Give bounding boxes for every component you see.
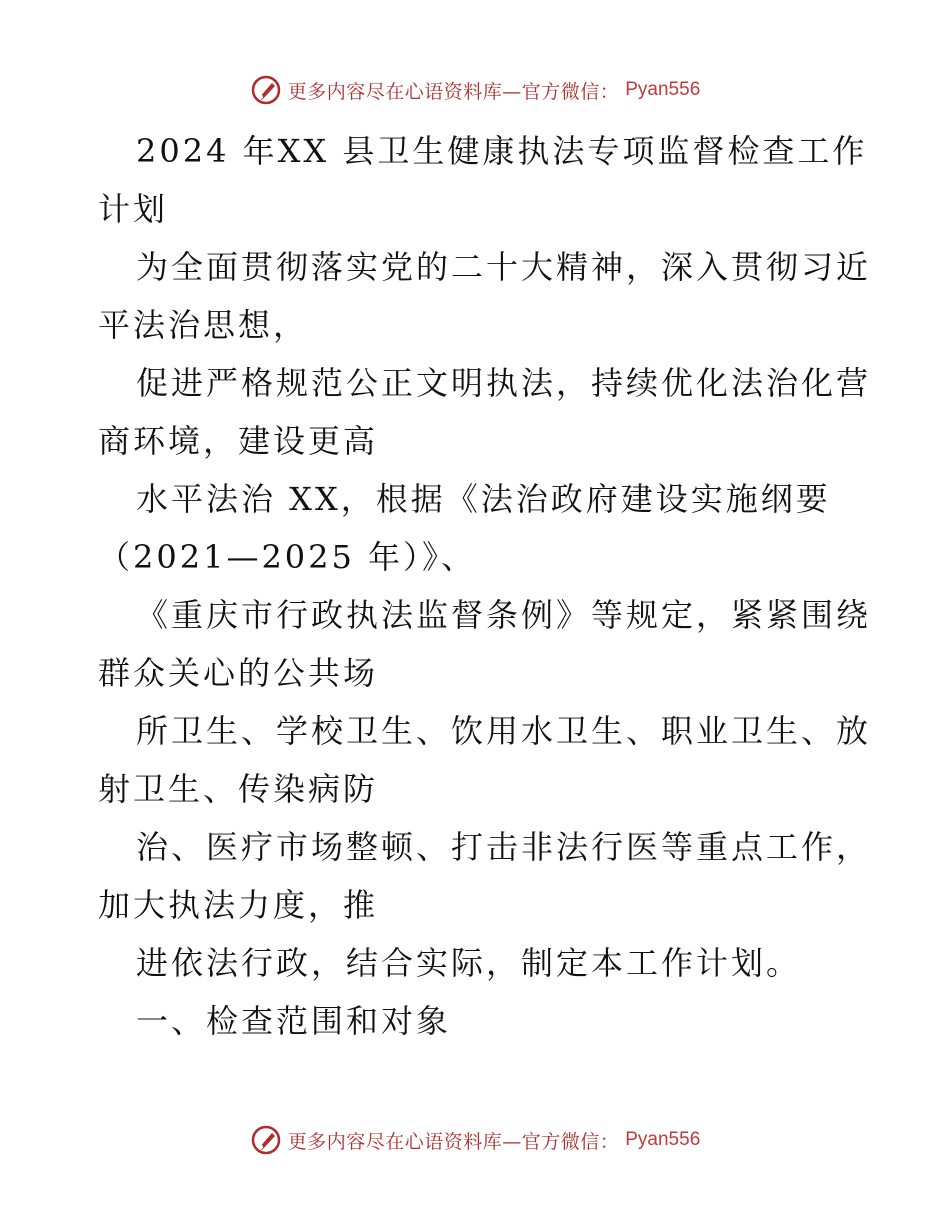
paragraph-line: 水平法治 XX，根据《法治政府建设实施纲要: [136, 480, 831, 518]
paragraph-line: 《重庆市行政执法监督条例》等规定，紧紧围绕: [136, 596, 872, 634]
paragraph-line: 所卫生、学校卫生、饮用水卫生、职业卫生、放: [136, 712, 872, 750]
section-heading: 一、检查范围和对象: [136, 1002, 452, 1040]
paragraph-line: 群众关心的公共场: [98, 654, 379, 692]
pen-logo-icon: [250, 1124, 282, 1156]
footer-watermark: [0, 1124, 950, 1156]
paragraph-line: 促进严格规范公正文明执法，持续优化法治化营: [136, 364, 872, 402]
document-body: [98, 122, 872, 1050]
title-line-2: 计划: [98, 190, 169, 228]
paragraph-line: 加大执法力度，推: [98, 886, 379, 924]
paragraph-line: 平法治思想，: [98, 306, 309, 344]
pen-logo-icon: [250, 74, 282, 106]
header-watermark: [0, 74, 950, 106]
paragraph-line: 射卫生、传染病防: [98, 770, 379, 808]
paragraph-line: （2021—2025 年）》、: [98, 538, 477, 576]
paragraph-line: 进依法行政，结合实际，制定本工作计划。: [136, 944, 802, 982]
watermark-text: 更多内容尽在心语资料库—官方微信：: [287, 80, 620, 103]
paragraph-line: 商环境，建设更高: [98, 422, 379, 460]
paragraph-line: 为全面贯彻落实党的二十大精神，深入贯彻习近: [136, 248, 872, 286]
title-line-1: 2024 年XX 县卫生健康执法专项监督检查工作: [136, 132, 868, 170]
paragraph-line: 治、医疗市场整顿、打击非法行医等重点工作，: [136, 828, 872, 866]
watermark-wechat-id: Pyan556: [625, 79, 701, 100]
watermark-text: 更多内容尽在心语资料库—官方微信：: [287, 1130, 620, 1153]
watermark-wechat-id: Pyan556: [625, 1129, 701, 1150]
